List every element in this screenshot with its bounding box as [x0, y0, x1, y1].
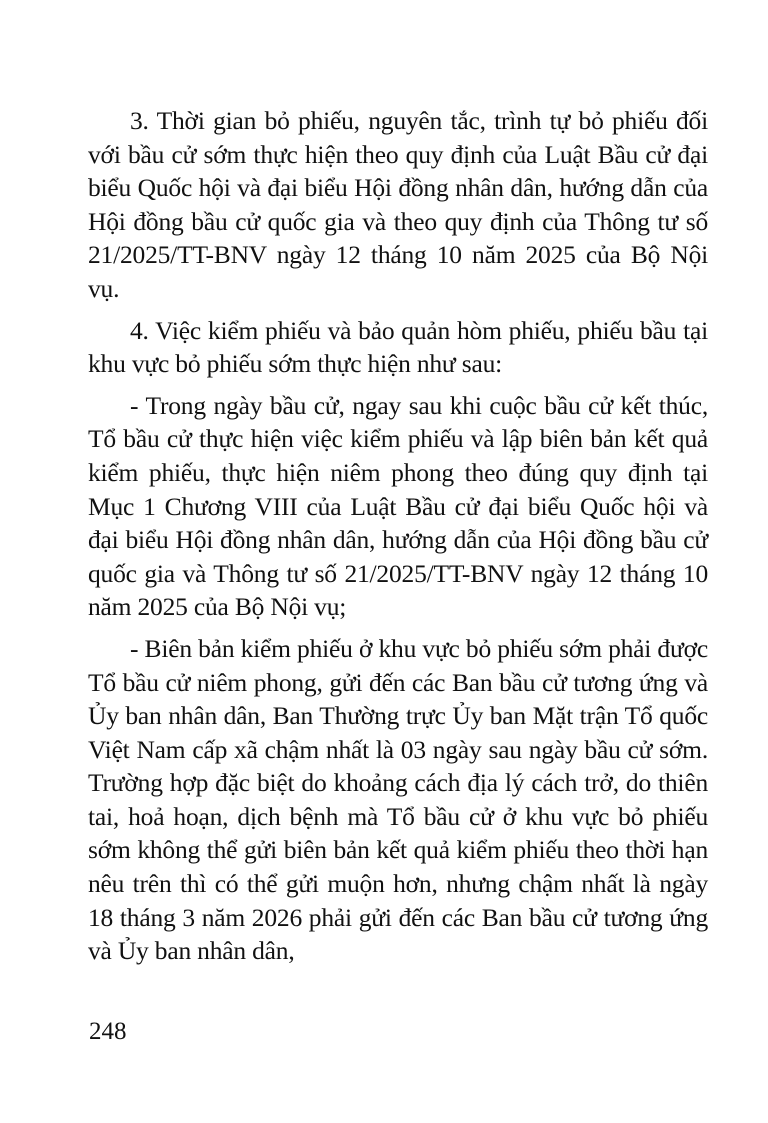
paragraph-minutes-delivery: - Biên bản kiểm phiếu ở khu vực bỏ phiếu sớm phải được Tổ bầu cử niêm phong, gửi đến các Ban bầu cử tương ứng và Ủy ban nhân dân, Ban Thường trực Ủy ban Mặt trận Tổ quốc Việt Nam cấp xã chậm nhất là 03 ngày sau ngày bầu cử sớm. Trường hợp đặc biệt do khoảng cách địa lý cách trở, do thiên tai, hoả hoạn, dịch bệnh mà Tổ bầu cử ở khu vực bỏ phiếu sớm không thể gửi biên bản kết quả kiểm phiếu theo thời hạn nêu trên thì có thể gửi muộn hơn, nhưng chậm nhất là ngày 18 tháng 3 năm 2026 phải gửi đến các Ban bầu cử tương ứng và Ủy ban nhân dân, [88, 633, 708, 966]
paragraph-3-voting-time: 3. Thời gian bỏ phiếu, nguyên tắc, trình tự bỏ phiếu đối với bầu cử sớm thực hiện theo quy định của Luật Bầu cử đại biểu Quốc hội và đại biểu Hội đồng nhân dân, hướng dẫn của Hội đồng bầu cử quốc gia và theo quy định của Thông tư số 21/2025/TT-BNV ngày 12 tháng 10 năm 2025 của Bộ Nội vụ. [88, 106, 708, 303]
page-body [88, 104, 708, 976]
paragraph-counting-on-election-day: - Trong ngày bầu cử, ngay sau khi cuộc bầu cử kết thúc, Tổ bầu cử thực hiện việc kiểm phiếu và lập biên bản kết quả kiểm phiếu, thực hiện niêm phong theo đúng quy định tại Mục 1 Chương VIII của Luật Bầu cử đại biểu Quốc hội và đại biểu Hội đồng nhân dân, hướng dẫn của Hội đồng bầu cử quốc gia và Thông tư số 21/2025/TT-BNV ngày 12 tháng 10 năm 2025 của Bộ Nội vụ; [88, 390, 708, 622]
page-number: 248 [89, 1018, 127, 1045]
paragraph-4-vote-counting: 4. Việc kiểm phiếu và bảo quản hòm phiếu, phiếu bầu tại khu vực bỏ phiếu sớm thực hiện như sau: [88, 315, 708, 379]
